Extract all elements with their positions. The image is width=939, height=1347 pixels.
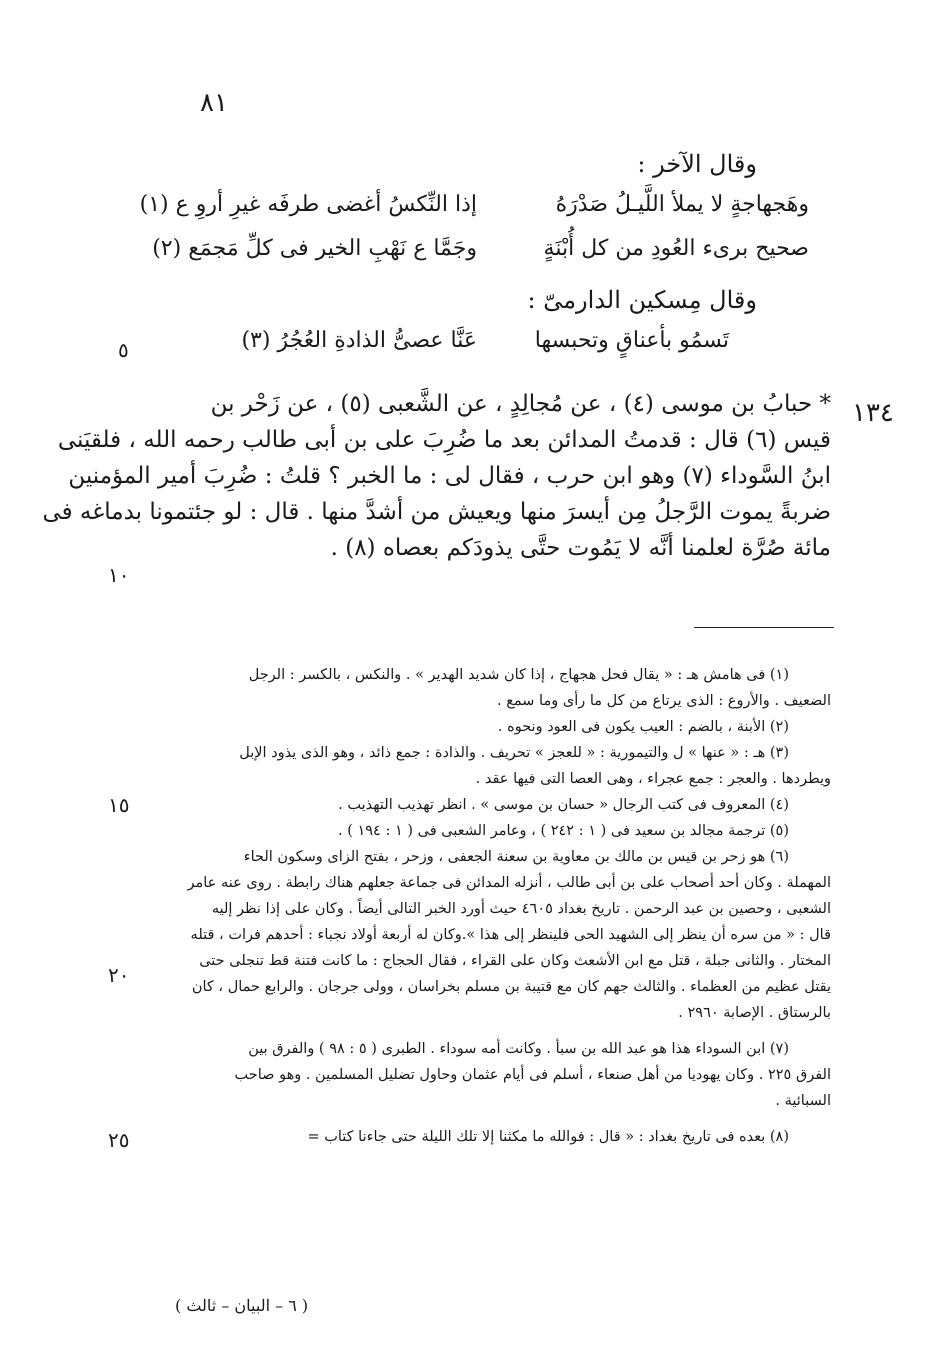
footnotes (166, 662, 831, 1150)
page-number: ٨١ (200, 88, 228, 118)
footnote-3-line-2: ويطردها . والعجر : جمع عجراء ، وهى العصا التى فيها عقد . (475, 771, 831, 787)
prose-line-3: ابنُ السَّوداء (٧) وهو ابن حرب ، فقال لى : ما الخبر ؟ قلتُ : ضُرِبَ أمير المؤمنين (68, 463, 831, 489)
footer-signature: ( ٦ – البيان – ثالث ) (175, 1296, 309, 1315)
prose-line-1: * حبابُ بن موسى (٤) ، عن مُجالِدٍ ، عن الشَّعبى (٥) ، عن زَحْر بن (210, 391, 831, 417)
line-number-25: ٢٥ (108, 1128, 130, 1152)
line-number-10: ١٠ (108, 563, 130, 587)
footnote-5: (٥) ترجمة مجالد بن سعيد فى ( ١ : ٢٤٢ ) ، وعامر الشعبى فى ( ١ : ١٩٤ ) . (338, 823, 789, 839)
poem-1-verse-2-first-hemistich: صحيح برىء العُودِ من كل أُبْنَةٍ (543, 236, 809, 261)
section-number: ١٣٤ (852, 398, 894, 428)
footnote-3-line-1: (٣) هـ : « عنها » ل والتيمورية : « للعجز » تحريف . والذادة : جمع ذائد ، وهو الذى يذود الإبل (239, 745, 789, 761)
footnote-6-line-3: الشعبى ، وحصين بن عبد الرحمن . تاريخ بغداد ٤٦٠٥ حيث أورد الخبر التالى أيضاً . وكان على إذا نظر إليه (211, 901, 831, 917)
prose-line-5: مائة صُرَّة لعلمنا أنَّه لا يَمُوت حتَّى يذودَكم بعصاه (٨) . (330, 535, 831, 561)
prose-paragraph (42, 386, 831, 566)
poem-2-verse-1-second-hemistich: عَنَّا عصىُّ الذادةِ العُجُرُ (٣) (241, 328, 477, 353)
footnote-7-line-2: الفرق ٢٢٥ . وكان يهوديا من أهل صنعاء ، أسلم فى أيام عثمان وحاول تضليل المسلمين . وهو صاحب (234, 1067, 831, 1083)
line-number-15: ١٥ (108, 793, 130, 817)
line-number-20: ٢٠ (108, 963, 130, 987)
poem-2-verse-1-first-hemistich: تَسمُو بأعناقٍ وتحبسها (534, 328, 729, 353)
poem-1-verse-2-second-hemistich: وجَمَّا ع نَهْبِ الخير فى كلِّ مَجمَع (٢) (152, 236, 477, 261)
footnote-6-line-6: يقتل عظيم من العظماء . والثالث جهم كان مع قتيبة بن مسلم بخراسان ، وولى جرجان . والرابع حمال ، كان (191, 979, 831, 995)
footnote-2: (٢) الأبنة ، بالضم : العيب يكون فى العود ونحوه . (497, 719, 789, 735)
footnote-7-line-1: (٧) ابن السوداء هذا هو عبد الله بن سبأ . وكانت أمه سوداء . الطبرى ( ٥ : ٩٨ ) والفرق بين (248, 1041, 789, 1057)
footnote-6-line-5: المختار . والثانى جبلة ، قتل مع ابن الأشعث وكان على القراء ، فقال الحجاج : ما كانت فتنة قط تنجلى حتى (199, 953, 831, 969)
footnote-6-line-2: المهملة . وكان أحد أصحاب على بن أبى طالب ، أنزله المدائن فى جماعة جعلهم هناك رابطة . روى عنه عامر (187, 875, 831, 891)
poem-1-verse-1-first-hemistich: وهَجهاجةٍ لا يملأ اللَّيـلُ صَدْرَهُ (555, 192, 809, 217)
footnote-separator (694, 627, 834, 628)
footnote-6-line-4: قال : « من سره أن ينظر إلى الشهيد الحى فلينظر إلى هذا ».وكان له أربعة أولاد نجباء : أحدهم فرات ، قتله (190, 927, 831, 943)
poem-1-verse-1-second-hemistich: إذا النِّكسُ أغضى طرفَه غيرِ أروِ ع (١) (139, 192, 477, 217)
footnote-6-line-7: بالرستاق . الإصابة ٢٩٦٠ . (678, 1005, 831, 1021)
footnote-8: (٨) بعده فى تاريخ بغداد : « قال : فوالله ما مكثنا إلا تلك الليلة حتى جاءنا كتاب = (307, 1129, 789, 1145)
prose-line-4: ضربةً يموت الرَّجلُ مِن أيسرَ منها ويعيش من أشدَّ منها . قال : لو جئتمونا بدماغه فى (42, 499, 831, 525)
poem-2-intro: وقال مِسكين الدارمىّ : (527, 286, 757, 314)
footnote-7-line-3: السبائية . (775, 1093, 831, 1109)
footnote-1-line-1: (١) فى هامش هـ : « يقال فحل هجهاج ، إذا كان شديد الهدير » . والنكس ، بالكسر : الرجل (248, 667, 789, 683)
footnote-6-line-1: (٦) هو زحر بن قيس بن مالك بن معاوية بن سعنة الجعفى ، وزحر ، بفتح الزاى وسكون الحاء (243, 849, 789, 865)
line-number-5: ٥ (118, 338, 129, 362)
footnote-1-line-2: الضعيف . والأروع : الذى يرتاع من كل ما رأى وما سمع . (496, 693, 831, 709)
poem-1-intro: وقال الآخر : (637, 150, 757, 178)
prose-line-2: قيس (٦) قال : قدمتُ المدائن بعد ما ضُرِبَ على بن أبى طالب رحمه الله ، فلقيَنى (57, 427, 831, 453)
footnote-4: (٤) المعروف فى كتب الرجال « حسان بن موسى » . انظر تهذيب التهذيب . (338, 797, 789, 813)
